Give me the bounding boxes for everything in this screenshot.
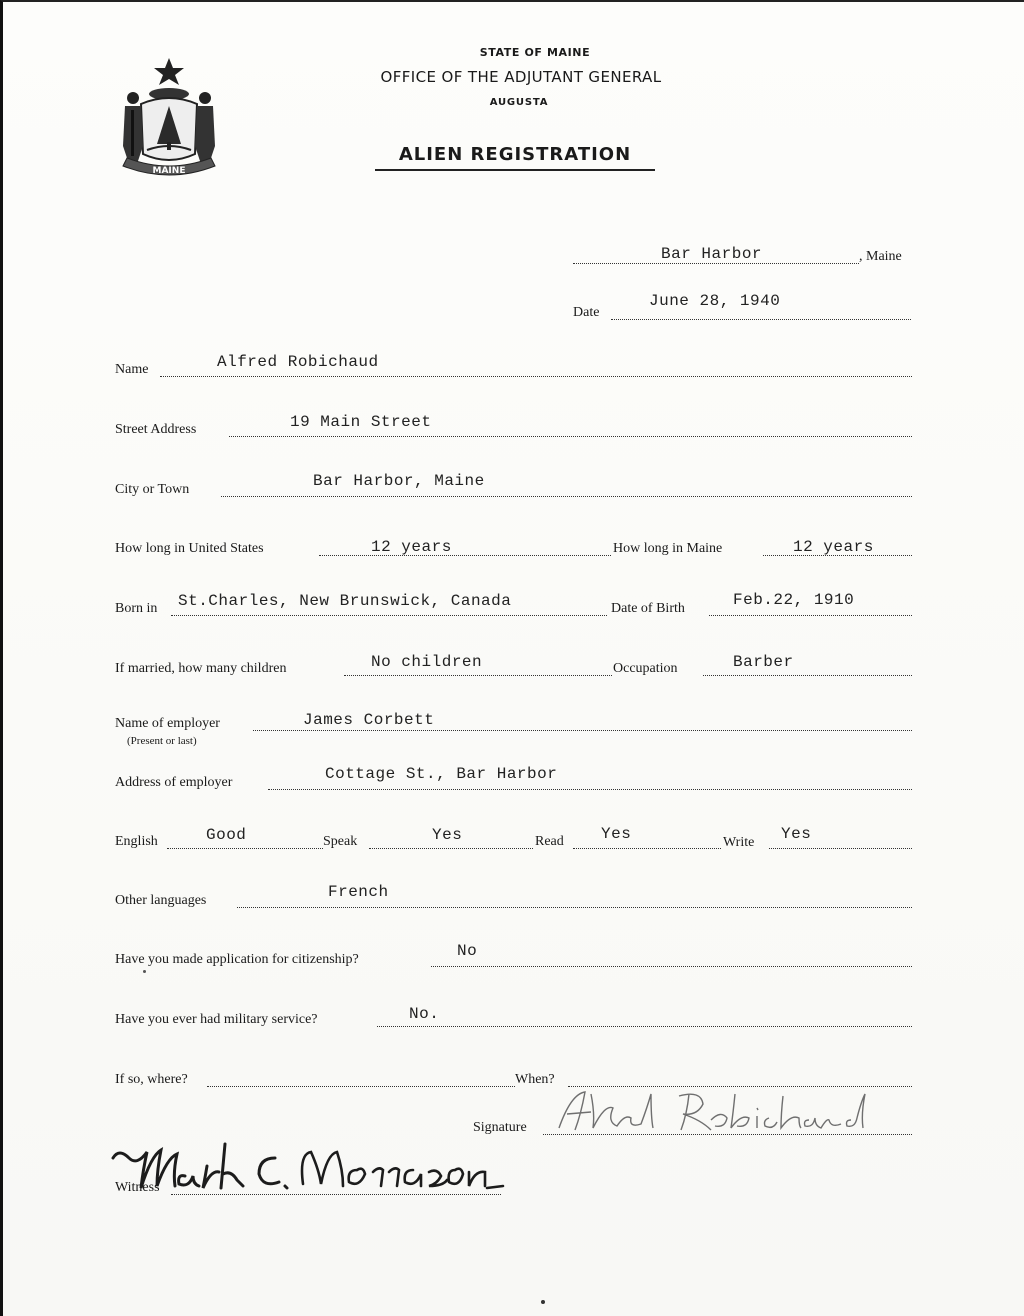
- witness-signature: [107, 1136, 507, 1200]
- date-line: [611, 319, 911, 320]
- dob-value: Feb.22, 1910: [733, 591, 855, 609]
- city-heading: AUGUSTA: [489, 97, 549, 108]
- english-value: Good: [206, 826, 247, 844]
- city-value: Bar Harbor, Maine: [313, 472, 485, 490]
- employer-value: James Corbett: [303, 711, 435, 729]
- dob-line: [709, 615, 912, 616]
- dob-label: Date of Birth: [611, 601, 685, 616]
- location-suffix: , Maine: [859, 249, 902, 264]
- occupation-label: Occupation: [613, 661, 678, 676]
- location-town-value: Bar Harbor: [661, 245, 763, 263]
- location-line: [573, 263, 859, 264]
- born-in-label: Born in: [115, 601, 158, 616]
- employer-address-line: [268, 789, 912, 790]
- born-in-value: St.Charles, New Brunswick, Canada: [178, 592, 512, 610]
- title-underline: [375, 169, 655, 171]
- name-label: Name: [115, 362, 149, 377]
- maine-duration-label: How long in Maine: [613, 541, 723, 556]
- military-line: [377, 1026, 912, 1027]
- born-in-line: [171, 615, 607, 616]
- employer-sublabel: (Present or last): [127, 735, 197, 747]
- street-label: Street Address: [115, 422, 197, 437]
- occupation-value: Barber: [733, 653, 794, 671]
- speak-value: Yes: [432, 826, 463, 844]
- english-label: English: [115, 834, 158, 849]
- speak-label: Speak: [323, 834, 358, 849]
- date-label: Date: [573, 305, 600, 320]
- stray-mark: [541, 1300, 545, 1304]
- city-line: [221, 496, 912, 497]
- signature-label: Signature: [473, 1120, 527, 1135]
- us-duration-line: [319, 555, 611, 556]
- write-label: Write: [723, 835, 755, 850]
- speak-line: [369, 848, 533, 849]
- date-value: June 28, 1940: [649, 292, 781, 310]
- write-value: Yes: [781, 825, 812, 843]
- office-heading: OFFICE OF THE ADJUTANT GENERAL: [380, 68, 662, 86]
- children-label: If married, how many children: [115, 661, 287, 676]
- seal-banner-text: MAINE: [152, 166, 186, 176]
- street-value: 19 Main Street: [290, 413, 432, 431]
- employer-address-value: Cottage St., Bar Harbor: [325, 765, 558, 783]
- street-line: [229, 436, 912, 437]
- other-languages-label: Other languages: [115, 893, 207, 908]
- military-value: No.: [409, 1005, 440, 1023]
- stray-mark: [143, 970, 146, 973]
- where-line: [207, 1086, 515, 1087]
- state-heading: STATE OF MAINE: [479, 46, 591, 59]
- employer-line: [253, 730, 912, 731]
- read-label: Read: [535, 834, 564, 849]
- write-line: [769, 848, 912, 849]
- name-value: Alfred Robichaud: [217, 353, 379, 371]
- military-label: Have you ever had military service?: [115, 1012, 318, 1027]
- when-label: When?: [515, 1072, 555, 1087]
- employer-label: Name of employer: [115, 716, 220, 731]
- read-line: [573, 848, 721, 849]
- citizenship-value: No: [457, 942, 478, 960]
- occupation-line: [703, 675, 912, 676]
- name-line: [160, 376, 912, 377]
- other-languages-line: [237, 907, 912, 908]
- city-label: City or Town: [115, 482, 190, 497]
- citizenship-line: [431, 966, 912, 967]
- form-title: ALIEN REGISTRATION: [398, 144, 632, 165]
- read-value: Yes: [601, 825, 632, 843]
- english-line: [167, 848, 323, 849]
- where-label: If so, where?: [115, 1072, 188, 1087]
- employer-address-label: Address of employer: [115, 775, 233, 790]
- maine-duration-value: 12 years: [793, 538, 874, 556]
- applicant-signature: [551, 1084, 891, 1144]
- children-value: No children: [371, 653, 483, 671]
- citizenship-label: Have you made application for citizenship?: [115, 952, 359, 967]
- children-line: [344, 675, 612, 676]
- other-languages-value: French: [328, 883, 389, 901]
- us-duration-value: 12 years: [371, 538, 452, 556]
- witness-label: Witness: [115, 1180, 160, 1195]
- us-duration-label: How long in United States: [115, 541, 264, 556]
